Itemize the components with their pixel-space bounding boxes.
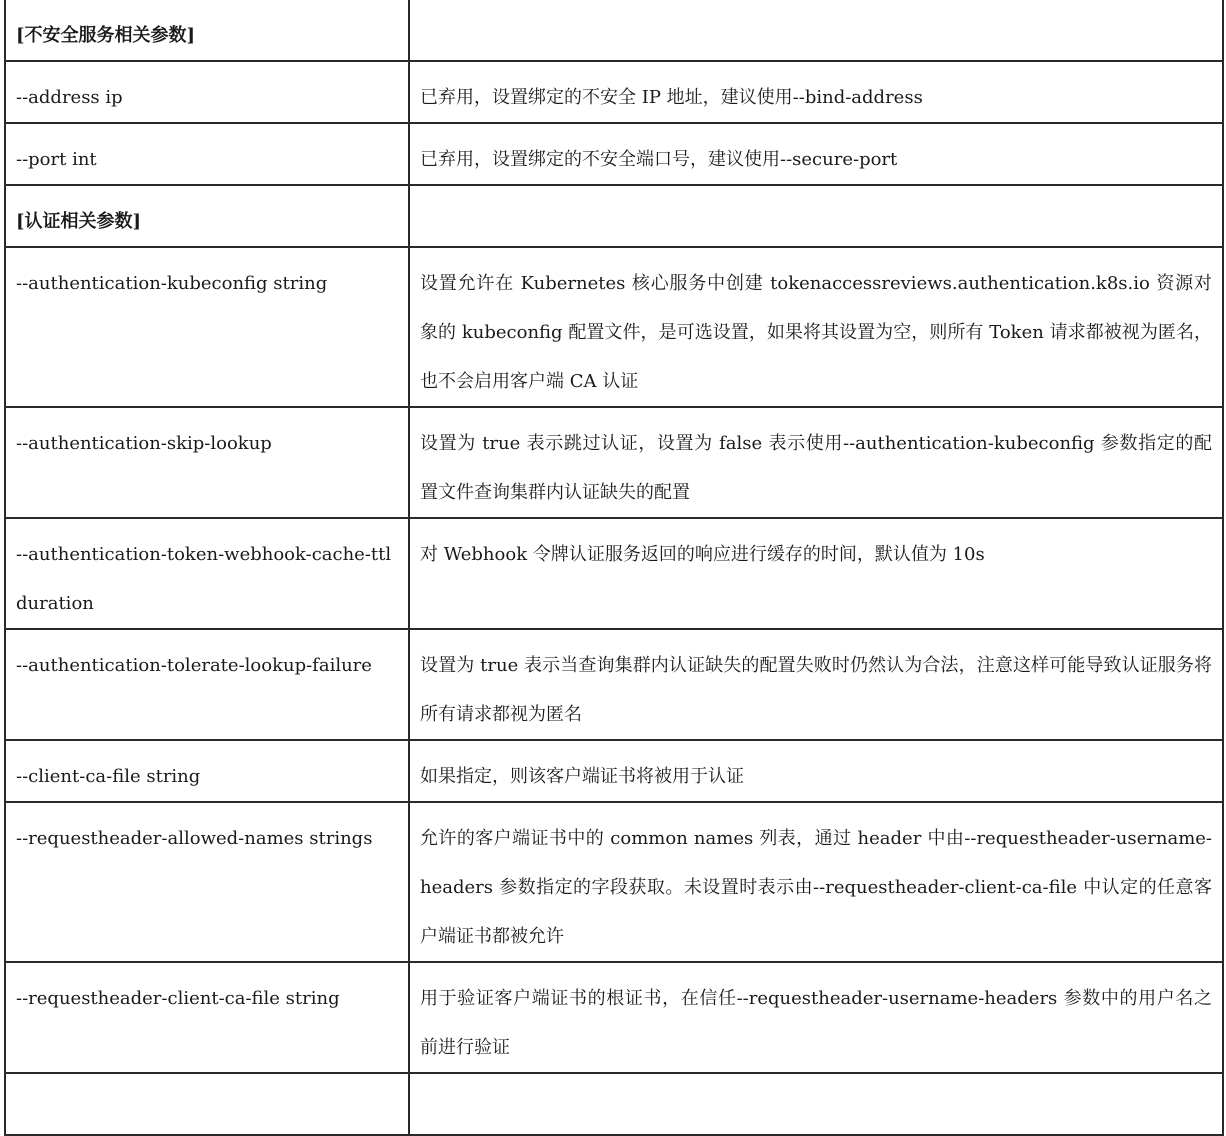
parameter-description: 设置为 true 表示当查询集群内认证缺失的配置失败时仍然认为合法，注意这样可能导致认证服务将所有请求都视为匿名 bbox=[409, 629, 1223, 740]
section-empty-cell bbox=[409, 185, 1223, 247]
table-row bbox=[5, 802, 1223, 962]
table-row bbox=[5, 518, 1223, 629]
parameter-description: 如果指定，则该客户端证书将被用于认证 bbox=[409, 740, 1223, 802]
parameter-table bbox=[4, 0, 1224, 1136]
parameter-description: 已弃用，设置绑定的不安全端口号，建议使用--secure-port bbox=[409, 123, 1223, 185]
parameter-name: --requestheader-client-ca-file string bbox=[5, 962, 409, 1073]
parameter-name: --authentication-tolerate-lookup-failure bbox=[5, 629, 409, 740]
parameter-name: --client-ca-file string bbox=[5, 740, 409, 802]
parameter-name: --address ip bbox=[5, 61, 409, 123]
table-row bbox=[5, 61, 1223, 123]
section-title: [不安全服务相关参数] bbox=[5, 0, 409, 61]
table-row bbox=[5, 740, 1223, 802]
table-row bbox=[5, 629, 1223, 740]
parameter-name: --authentication-kubeconfig string bbox=[5, 247, 409, 407]
parameter-description: 设置为 true 表示跳过认证，设置为 false 表示使用--authentication-kubeconfig 参数指定的配置文件查询集群内认证缺失的配置 bbox=[409, 407, 1223, 518]
section-empty-cell bbox=[409, 0, 1223, 61]
table-row bbox=[5, 247, 1223, 407]
parameter-name: --authentication-token-webhook-cache-ttl duration bbox=[5, 518, 409, 629]
table-row-section-insecure bbox=[5, 0, 1223, 61]
parameter-description: 允许的客户端证书中的 common names 列表，通过 header 中由--requestheader-username-headers 参数指定的字段获取。未设置时表示由--requestheader-client-ca-file 中认定的任意客户端证书都被允许 bbox=[409, 802, 1223, 962]
parameter-description bbox=[409, 1073, 1223, 1135]
table-row bbox=[5, 407, 1223, 518]
parameter-name: --port int bbox=[5, 123, 409, 185]
parameter-document bbox=[4, 0, 1222, 1058]
parameter-name bbox=[5, 1073, 409, 1135]
table-row bbox=[5, 123, 1223, 185]
parameter-description: 已弃用，设置绑定的不安全 IP 地址，建议使用--bind-address bbox=[409, 61, 1223, 123]
table-row-section-auth bbox=[5, 185, 1223, 247]
section-title: [认证相关参数] bbox=[5, 185, 409, 247]
parameter-description: 用于验证客户端证书的根证书，在信任--requestheader-username-headers 参数中的用户名之前进行验证 bbox=[409, 962, 1223, 1073]
table-row-partial bbox=[5, 1073, 1223, 1135]
parameter-name: --authentication-skip-lookup bbox=[5, 407, 409, 518]
parameter-description: 对 Webhook 令牌认证服务返回的响应进行缓存的时间，默认值为 10s bbox=[409, 518, 1223, 629]
parameter-description: 设置允许在 Kubernetes 核心服务中创建 tokenaccessreviews.authentication.k8s.io 资源对象的 kubeconfig 配置文件，是可选设置，如果将其设置为空，则所有 Token 请求都被视为匿名，也不会启用客户端 CA 认证 bbox=[409, 247, 1223, 407]
parameter-name: --requestheader-allowed-names strings bbox=[5, 802, 409, 962]
table-row bbox=[5, 962, 1223, 1073]
